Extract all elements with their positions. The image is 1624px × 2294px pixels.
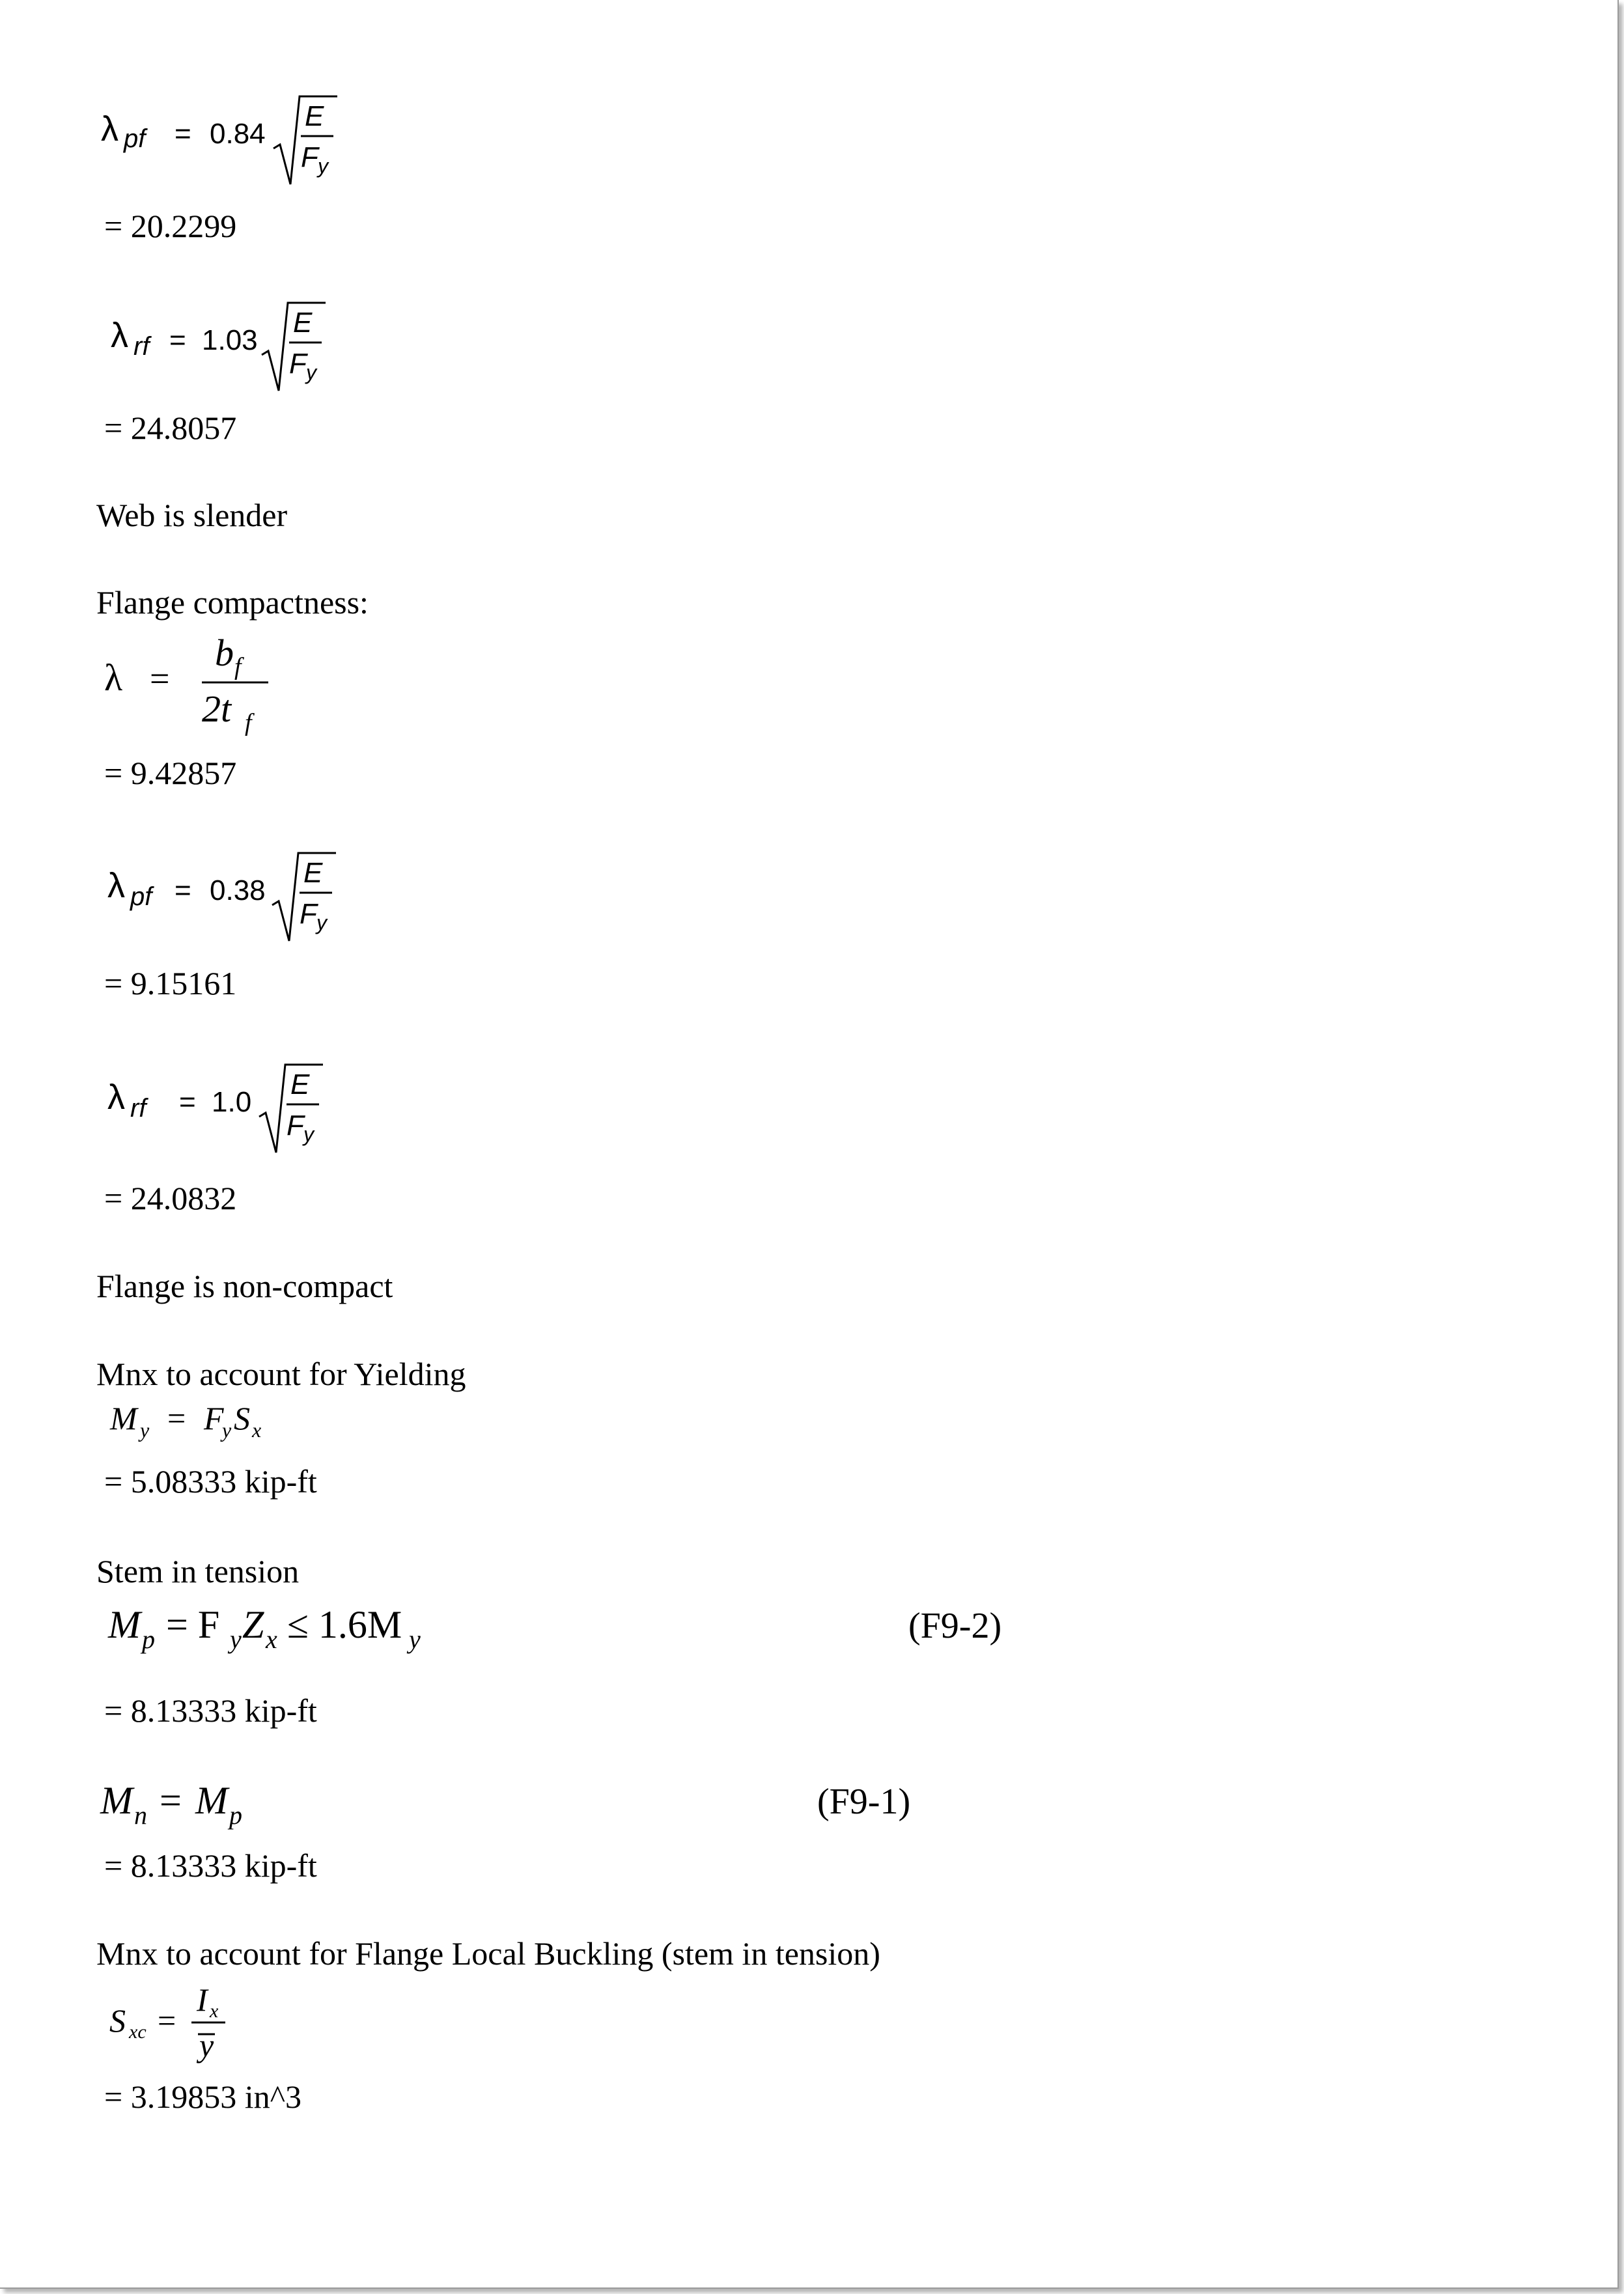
- le-1-6-my: ≤ 1.6M: [277, 1603, 402, 1646]
- mn-symbol: M: [100, 1779, 133, 1822]
- coefficient: 1.0: [212, 1086, 252, 1118]
- equals-sign: =: [167, 1400, 186, 1436]
- equals-sign: =: [175, 874, 191, 906]
- mnx-flange-local-buckling-heading: Mnx to account for Flange Local Buckling (stem in tension): [96, 1935, 880, 1972]
- equation-reference-f9-1: (F9-1): [817, 1782, 911, 1822]
- equation-lambda-rf-flange-graphic: [98, 1058, 345, 1156]
- lambda-subscript: pf: [130, 882, 152, 911]
- fraction-numerator: E: [290, 1069, 310, 1100]
- fraction-numerator: I: [197, 1981, 208, 2018]
- fraction-numerator: b: [215, 632, 234, 674]
- lambda-symbol: λ: [111, 316, 128, 355]
- lhs-symbol: M: [110, 1400, 137, 1436]
- denominator-subscript: y: [306, 361, 316, 384]
- fraction-denominator: y: [199, 2027, 214, 2063]
- equation-lambda-pf-web: [98, 90, 345, 188]
- numerator-subscript: f: [234, 653, 242, 680]
- result-mn: = 8.13333 kip-ft: [104, 1847, 317, 1884]
- equation-sxc: [104, 1979, 273, 2071]
- equals-fy: = F: [156, 1603, 220, 1646]
- equals-sign: =: [150, 1779, 191, 1822]
- equation-mn: [98, 1774, 970, 1833]
- fraction-denominator: 2t: [202, 688, 232, 730]
- equation-lambda-pf-flange: [98, 846, 345, 944]
- result-my: = 5.08333 kip-ft: [104, 1463, 317, 1500]
- sxc-symbol: S: [109, 2002, 126, 2039]
- equation-lambda-flange-ratio: [98, 625, 293, 736]
- mp-symbol: M: [195, 1779, 228, 1822]
- lambda-symbol: λ: [107, 1078, 125, 1117]
- equation-mp: [104, 1599, 1042, 1657]
- equation-lambda-pf-flange-graphic: [98, 846, 345, 944]
- fraction-denominator: F: [301, 141, 318, 173]
- mp-subscript: p: [229, 1800, 242, 1830]
- lhs-subscript: y: [140, 1418, 150, 1442]
- equation-mp-graphic: [104, 1599, 1042, 1657]
- rhs-first-subscript: y: [222, 1418, 232, 1442]
- result-lambda-rf-flange: = 24.0832: [104, 1180, 237, 1216]
- equation-lambda-rf-web-graphic: [98, 296, 345, 394]
- rhs-first-symbol: F: [204, 1400, 224, 1436]
- fraction-numerator: E: [303, 857, 323, 889]
- flange-compactness-heading: Flange compactness:: [96, 584, 369, 621]
- flange-noncompact-text: Flange is non-compact: [96, 1268, 393, 1304]
- fraction-denominator: F: [287, 1110, 304, 1141]
- denominator-subscript: y: [318, 154, 328, 178]
- fy-subscript: y: [230, 1625, 242, 1654]
- equation-my: [107, 1397, 303, 1449]
- lambda-symbol: λ: [101, 109, 119, 148]
- coefficient: 1.03: [202, 324, 258, 356]
- fraction-denominator: F: [300, 898, 317, 930]
- mp-symbol: M: [108, 1603, 141, 1646]
- mn-subscript: n: [134, 1800, 147, 1830]
- equation-lambda-rf-web: [98, 296, 345, 394]
- denominator-subscript: y: [303, 1123, 314, 1146]
- lambda-subscript: pf: [124, 124, 146, 153]
- stem-tension-heading: Stem in tension: [96, 1553, 300, 1589]
- mp-subscript: p: [142, 1625, 155, 1654]
- result-lambda-pf-web: = 20.2299: [104, 208, 237, 244]
- result-lambda-pf-flange: = 9.15161: [104, 965, 237, 1001]
- numerator-subscript: x: [210, 2000, 219, 2022]
- equals-sign: =: [158, 2002, 176, 2039]
- result-lambda-flange: = 9.42857: [104, 755, 237, 791]
- equation-lambda-rf-flange: [98, 1058, 345, 1156]
- mnx-yielding-heading: Mnx to account for Yielding: [96, 1356, 466, 1392]
- lambda-symbol: λ: [107, 866, 125, 905]
- result-lambda-rf-web: = 24.8057: [104, 410, 237, 446]
- fraction-denominator: F: [289, 348, 307, 380]
- coefficient: 0.84: [210, 118, 266, 150]
- lambda-symbol: λ: [104, 656, 123, 699]
- rhs-second-subscript: x: [252, 1418, 262, 1442]
- zx-symbol: Z: [242, 1603, 264, 1646]
- denominator-subscript: y: [316, 911, 327, 934]
- equation-mn-graphic: [98, 1774, 970, 1833]
- equals-sign: =: [169, 324, 186, 356]
- denominator-subscript: f: [245, 709, 252, 736]
- equation-my-graphic: [107, 1397, 303, 1449]
- zx-subscript: x: [266, 1625, 277, 1654]
- rhs-second-symbol: S: [234, 1400, 250, 1436]
- sxc-subscript: xc: [129, 2021, 147, 2043]
- fraction-numerator: E: [293, 307, 313, 339]
- my-subscript: y: [409, 1625, 421, 1654]
- fraction-numerator: E: [305, 100, 324, 132]
- equals-sign: =: [179, 1086, 196, 1118]
- web-slender-text: Web is slender: [96, 497, 288, 533]
- equals-sign: =: [150, 659, 170, 698]
- result-sxc: = 3.19853 in^3: [104, 2078, 302, 2115]
- lambda-subscript: rf: [130, 1094, 147, 1123]
- lambda-subscript: rf: [133, 332, 150, 361]
- equation-lambda-pf-web-graphic: [98, 90, 345, 188]
- equation-sxc-graphic: [104, 1979, 273, 2071]
- equals-sign: =: [175, 118, 191, 150]
- equation-lambda-flange-ratio-graphic: [98, 625, 293, 736]
- result-mp: = 8.13333 kip-ft: [104, 1692, 317, 1729]
- equation-reference-f9-2: (F9-2): [908, 1606, 1002, 1646]
- coefficient: 0.38: [210, 874, 266, 906]
